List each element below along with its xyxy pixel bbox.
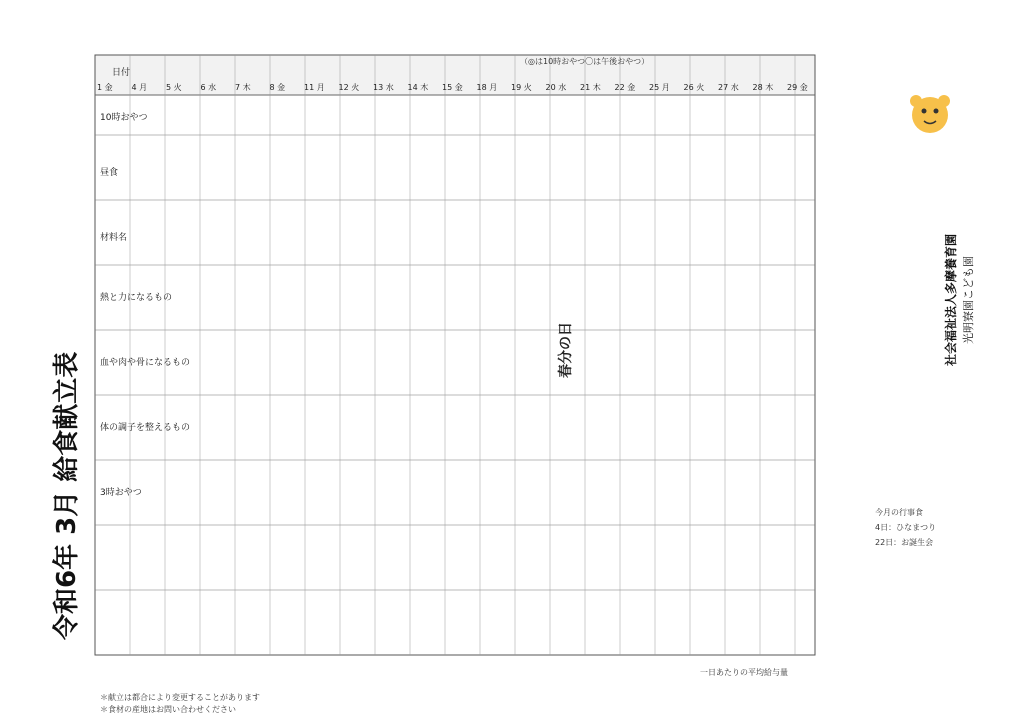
day-label: 18 月 [476, 83, 498, 92]
day-label: 28 木 [752, 83, 774, 92]
day-label: 12 火 [338, 83, 360, 92]
day-label: 27 水 [718, 83, 739, 92]
header-snack-pm: 3時おやつ [100, 488, 142, 498]
header-vitamin: 体の調子を整えるもの [100, 423, 191, 433]
event-note-1: 4日：ひなまつり [875, 523, 937, 532]
day-label: 4 月 [131, 83, 148, 92]
header-snack-am: 10時おやつ [100, 113, 148, 123]
day-label: 8 金 [269, 83, 286, 92]
day-label: 26 火 [683, 83, 705, 92]
footnote-2: ＊食材の産地はお問い合わせください [100, 705, 236, 714]
day-label: 25 月 [649, 83, 670, 92]
day-label: 5 火 [166, 83, 182, 92]
header-date: 日付 [112, 68, 131, 78]
table-headers [100, 66, 190, 498]
organization-line1: 社会福祉法人多摩養育園 [944, 233, 958, 367]
day-label: 19 火 [511, 83, 532, 92]
header-lunch: 昼食 [100, 168, 119, 178]
nutrition-title: 一日あたりの平均給与量 [700, 668, 788, 677]
day-label: 21 木 [580, 83, 601, 92]
day-label: 29 金 [787, 83, 808, 92]
day-label: 14 木 [407, 83, 429, 92]
day-label: 1 金 [97, 83, 113, 92]
row-grid [130, 55, 795, 655]
header-ingredients: 材料名 [100, 233, 128, 243]
day-label: 7 木 [235, 83, 251, 92]
header-protein: 血や肉や骨になるもの [100, 358, 191, 368]
day-label: 20 水 [545, 83, 567, 92]
day-label: 6 水 [200, 83, 217, 92]
footnote-1: ＊献立は都合により変更することがあります [100, 693, 260, 702]
event-note-2: 22日：お誕生会 [875, 538, 934, 547]
events-title: 今月の行事食 [875, 508, 923, 517]
table-grid [95, 95, 815, 590]
holiday-label: 春分の日 [558, 322, 574, 378]
header-energy: 熱と力になるもの [100, 293, 173, 303]
legend-note: （◎は10時おやつ〇は午後おやつ） [520, 57, 650, 66]
day-label: 22 金 [614, 83, 636, 92]
mascot-illustration [910, 95, 950, 133]
sheet-border [95, 55, 815, 655]
day-label: 13 水 [373, 83, 394, 92]
document-title: 令和6年 3月 給食献立表 [52, 351, 82, 640]
day-label: 11 月 [304, 83, 325, 92]
day-label: 15 金 [442, 83, 463, 92]
organization-line2: 光明寮園こども園 [962, 256, 975, 344]
